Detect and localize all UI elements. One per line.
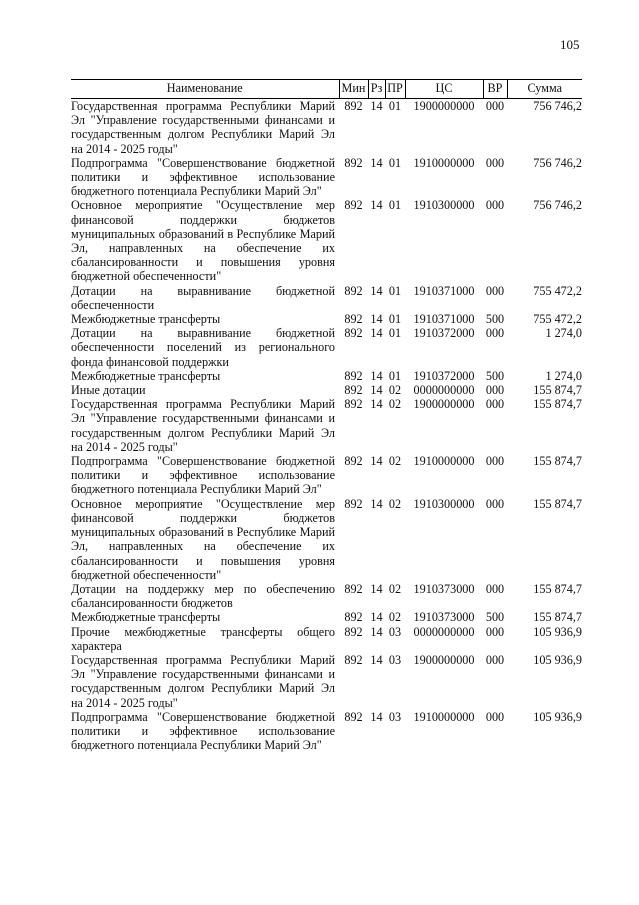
cell-rz: 14 [370,624,383,639]
cell-rz: 14 [370,709,383,724]
cell-pr: 02 [388,610,402,625]
cell-min: 892 [344,581,363,596]
cell-cs: 1900000000 [413,652,475,667]
cell-vr: 000 [485,624,505,639]
cell-sum: 155 874,7 [533,496,582,511]
cell-cs: 1900000000 [413,397,475,412]
cell-pr: 02 [388,397,402,412]
header-min: Мин [339,80,368,99]
table-row [71,369,582,383]
cell-cs: 1910372000 [413,368,475,383]
table-row [71,497,582,582]
cell-sum: 756 746,2 [533,155,582,170]
cell-vr: 000 [485,155,505,170]
cell-rz: 14 [370,581,383,596]
cell-vr: 000 [485,383,505,398]
cell-name: Межбюджетные трансферты [71,610,221,625]
cell-min: 892 [344,610,363,625]
cell-vr: 500 [485,312,505,327]
cell-rz: 14 [370,368,383,383]
table-row [71,99,582,156]
cell-sum: 155 874,7 [533,383,582,398]
cell-rz: 14 [370,99,383,113]
header-rz: Рз [368,80,385,99]
cell-pr: 01 [388,198,402,213]
table-row [71,397,582,454]
cell-vr: 500 [485,610,505,625]
cell-pr: 01 [388,312,402,327]
cell-pr: 01 [388,155,402,170]
cell-pr: 02 [388,581,402,596]
cell-rz: 14 [370,198,383,213]
cell-cs: 1910373000 [413,610,475,625]
cell-vr: 000 [485,198,505,213]
table-body [71,99,582,753]
header-vr: ВР [483,80,507,99]
cell-vr: 000 [485,326,505,341]
cell-name: Основное мероприятие "Осуществление мер финансовой поддержки бюджетов муниципальных образований в Республике Марий Эл, направленных на обеспечение их сбалансированности и повышения уровня бюджетной обеспеченности" [71,496,335,582]
cell-cs: 1910372000 [413,326,475,341]
cell-sum: 155 874,7 [533,454,582,469]
cell-min: 892 [344,454,363,469]
cell-cs: 1910371000 [413,283,475,298]
cell-sum: 1 274,0 [545,326,582,341]
cell-cs: 1910000000 [413,454,475,469]
cell-cs: 1910300000 [413,198,475,213]
cell-vr: 000 [485,454,505,469]
cell-name: Подпрограмма "Совершенствование бюджетной политики и эффективное использование бюджетного потенциала Республики Марий Эл" [71,155,335,199]
cell-name: Дотации на поддержку мер по обеспечению сбалансированности бюджетов [71,581,335,611]
table-row [71,610,582,624]
cell-pr: 03 [388,709,402,724]
cell-rz: 14 [370,454,383,469]
cell-name: Дотации на выравнивание бюджетной обеспеченности поселений из регионального фонда финансовой поддержки [71,326,335,369]
cell-sum: 755 472,2 [533,283,582,298]
cell-min: 892 [344,709,363,724]
cell-name: Иные дотации [71,383,146,398]
cell-pr: 01 [388,99,402,113]
cell-cs: 1910300000 [413,496,475,511]
cell-vr: 000 [485,397,505,412]
cell-pr: 02 [388,496,402,511]
cell-name: Подпрограмма "Совершенствование бюджетной политики и эффективное использование бюджетного потенциала Республики Марий Эл" [71,709,335,753]
cell-pr: 02 [388,454,402,469]
cell-vr: 000 [485,581,505,596]
page-number: 105 [560,37,580,52]
cell-name: Межбюджетные трансферты [71,312,221,327]
cell-min: 892 [344,312,363,327]
cell-pr: 03 [388,624,402,639]
cell-pr: 02 [388,383,402,398]
cell-rz: 14 [370,283,383,298]
header-cs: ЦС [405,80,483,99]
cell-name: Прочие межбюджетные трансферты общего характера [71,624,335,653]
cell-min: 892 [344,326,363,341]
cell-sum: 755 472,2 [533,312,582,327]
cell-name: Дотации на выравнивание бюджетной обеспеченности [71,283,335,312]
table-row [71,454,582,497]
cell-name: Государственная программа Республики Марий Эл "Управление государственными финансами и государственным долгом Республики Марий Эл на 2014 - 2025 годы" [71,652,335,710]
cell-rz: 14 [370,155,383,170]
cell-cs: 1910000000 [413,709,475,724]
cell-sum: 155 874,7 [533,581,582,596]
cell-vr: 500 [485,368,505,383]
table-row [71,198,582,283]
cell-min: 892 [344,624,363,639]
cell-rz: 14 [370,652,383,667]
cell-cs: 1910373000 [413,581,475,596]
cell-min: 892 [344,652,363,667]
cell-sum: 756 746,2 [533,99,582,113]
cell-cs: 0000000000 [413,383,475,398]
cell-pr: 01 [388,326,402,341]
cell-min: 892 [344,155,363,170]
header-pr: ПР [385,80,405,99]
header-sum: Сумма [507,80,582,99]
table-row [71,156,582,199]
table-row [71,326,582,369]
cell-min: 892 [344,368,363,383]
cell-min: 892 [344,496,363,511]
budget-table [71,79,582,752]
cell-cs: 1900000000 [413,99,475,113]
cell-rz: 14 [370,496,383,511]
cell-name: Государственная программа Республики Марий Эл "Управление государственными финансами и государственным долгом Республики Марий Эл на 2014 - 2025 годы" [71,397,335,454]
cell-vr: 000 [485,99,505,113]
cell-vr: 000 [485,652,505,667]
cell-sum: 105 936,9 [533,709,582,724]
cell-cs: 0000000000 [413,624,475,639]
cell-min: 892 [344,283,363,298]
cell-vr: 000 [485,496,505,511]
table-row [71,284,582,312]
cell-min: 892 [344,198,363,213]
cell-sum: 1 274,0 [545,368,582,383]
cell-name: Основное мероприятие "Осуществление мер финансовой поддержки бюджетов муниципальных образований в Республике Марий Эл, направленных на обеспечение их сбалансированности и повышения уровня бюджетной обеспеченности" [71,198,335,284]
cell-rz: 14 [370,326,383,341]
cell-rz: 14 [370,383,383,398]
cell-pr: 01 [388,283,402,298]
cell-vr: 000 [485,709,505,724]
cell-cs: 1910371000 [413,312,475,327]
cell-pr: 03 [388,652,402,667]
cell-sum: 155 874,7 [533,397,582,412]
header-name: Наименование [71,80,339,99]
table-row [71,312,582,326]
cell-rz: 14 [370,397,383,412]
cell-vr: 000 [485,283,505,298]
cell-name: Подпрограмма "Совершенствование бюджетной политики и эффективное использование бюджетного потенциала Республики Марий Эл" [71,454,335,497]
cell-rz: 14 [370,312,383,327]
cell-sum: 756 746,2 [533,198,582,213]
table-row [71,383,582,397]
table-row [71,582,582,610]
table-row [71,710,582,753]
cell-name: Межбюджетные трансферты [71,368,221,383]
cell-min: 892 [344,99,363,113]
cell-pr: 01 [388,368,402,383]
cell-sum: 105 936,9 [533,652,582,667]
cell-sum: 105 936,9 [533,624,582,639]
cell-rz: 14 [370,610,383,625]
table-row [71,653,582,710]
table-header-row [71,80,582,99]
cell-min: 892 [344,397,363,412]
cell-cs: 1910000000 [413,155,475,170]
cell-sum: 155 874,7 [533,610,582,625]
table-row [71,625,582,653]
cell-name: Государственная программа Республики Марий Эл "Управление государственными финансами и государственным долгом Республики Марий Эл на 2014 - 2025 годы" [71,99,335,156]
cell-min: 892 [344,383,363,398]
